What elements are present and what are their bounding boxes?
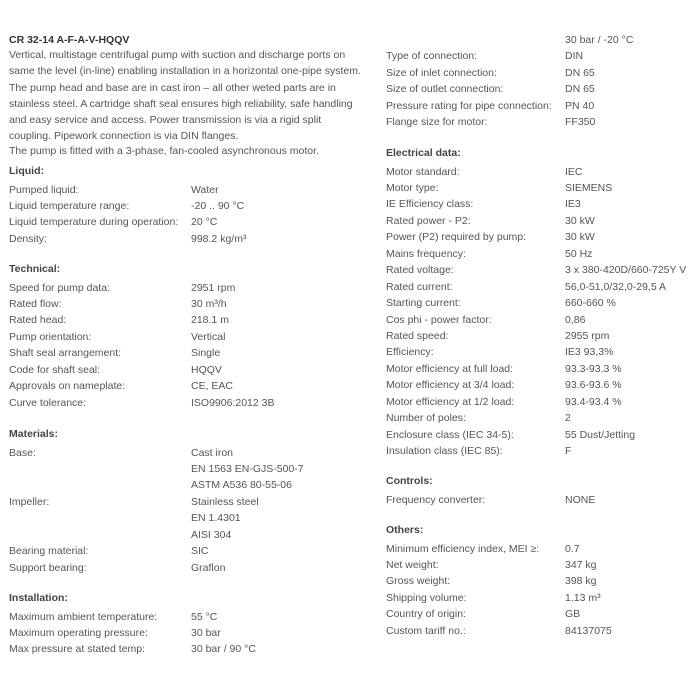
spec-label: Motor efficiency at 1/2 load: xyxy=(386,395,515,408)
spec-value: FF350 xyxy=(565,116,596,129)
spec-label: Shaft seal arrangement: xyxy=(9,347,122,360)
spec-label: Net weight: xyxy=(386,558,439,571)
spec-value: 2 xyxy=(565,412,571,425)
spec-label: Flange size for motor: xyxy=(386,116,488,129)
spec-value: Single xyxy=(191,347,221,360)
spec-label: Number of poles: xyxy=(386,412,466,425)
spec-label: Liquid temperature range: xyxy=(9,199,130,212)
spec-value: Graflon xyxy=(191,561,226,574)
spec-label: Speed for pump data: xyxy=(9,281,110,294)
spec-value: ISO9906:2012 3B xyxy=(191,396,275,409)
spec-label: Base: xyxy=(9,446,36,459)
spec-value: 20 °C xyxy=(191,216,218,229)
spec-label: Code for shaft seal: xyxy=(9,363,101,376)
spec-label: Rated voltage: xyxy=(386,264,454,277)
spec-label: Density: xyxy=(9,232,47,245)
description-line: coupling. Pipework connection is via DIN flanges. xyxy=(9,130,239,143)
spec-value: F xyxy=(565,445,572,458)
spec-label: Support bearing: xyxy=(9,561,87,574)
spec-label: Size of outlet connection: xyxy=(386,83,504,96)
spec-value: SIC xyxy=(191,545,209,558)
spec-value: NONE xyxy=(565,493,596,506)
section-title-technical: Technical: xyxy=(9,263,61,275)
spec-value: 2955 rpm xyxy=(565,330,610,342)
spec-label: Motor type: xyxy=(386,181,439,194)
description-line: Vertical, multistage centrifugal pump with suction and discharge ports on xyxy=(9,49,346,61)
spec-label: Mains frequency: xyxy=(386,247,466,260)
spec-label: Gross weight: xyxy=(386,575,451,588)
product-title: CR 32-14 A-F-A-V-HQQV xyxy=(9,34,130,46)
spec-value: DIN xyxy=(565,50,584,63)
spec-value: 347 kg xyxy=(565,558,597,571)
spec-value: PN 40 xyxy=(565,99,595,112)
spec-label: Starting current: xyxy=(386,297,461,310)
spec-label: Shipping volume: xyxy=(386,591,467,604)
spec-label: Power (P2) required by pump: xyxy=(386,231,527,244)
spec-label: Approvals on nameplate: xyxy=(9,380,126,393)
spec-label: Pumped liquid: xyxy=(9,183,79,196)
spec-value: 30 bar / -20 °C xyxy=(565,34,634,46)
section-title-liquid: Liquid: xyxy=(9,165,44,177)
spec-label: Motor efficiency at 3/4 load: xyxy=(386,379,515,392)
spec-label: Insulation class (IEC 85): xyxy=(386,445,503,458)
spec-value: 218.1 m xyxy=(191,314,229,327)
description-line: and easy service and access. Power transmission is via a rigid split xyxy=(9,114,322,127)
spec-value: 93.4-93.4 % xyxy=(565,395,622,408)
spec-value: 55 Dust/Jetting xyxy=(565,428,636,441)
spec-label: Maximum operating pressure: xyxy=(9,626,148,639)
spec-value: 3 x 380-420D/660-725Y V xyxy=(565,264,687,277)
spec-value: HQQV xyxy=(191,363,222,376)
section-title-others: Others: xyxy=(386,524,424,536)
spec-value: GB xyxy=(565,608,581,621)
spec-label: Cos phi - power factor: xyxy=(386,313,492,326)
spec-label: Motor efficiency at full load: xyxy=(386,362,514,375)
spec-label: Country of origin: xyxy=(386,608,466,621)
spec-value: 0,86 xyxy=(565,313,586,326)
spec-label: Custom tariff no.: xyxy=(386,624,466,637)
spec-label: Rated head: xyxy=(9,314,67,327)
spec-value: 1.13 m³ xyxy=(565,591,601,604)
spec-value: ASTM A536 80-55-06 xyxy=(191,479,292,492)
spec-value: Water xyxy=(191,183,219,196)
spec-value: 0.7 xyxy=(565,542,580,555)
spec-value: 398 kg xyxy=(565,575,597,588)
spec-value: 55 °C xyxy=(191,610,218,623)
spec-label: Rated power - P2: xyxy=(386,214,471,227)
spec-value: 30 kW xyxy=(565,231,595,244)
spec-label: Frequency converter: xyxy=(386,493,486,506)
spec-label: Minimum efficiency index, MEI ≥: xyxy=(386,542,540,555)
spec-value: EN 1.4301 xyxy=(191,512,241,525)
spec-label: Liquid temperature during operation: xyxy=(9,216,179,229)
spec-value: 50 Hz xyxy=(565,247,593,260)
spec-value: IE3 xyxy=(565,198,581,211)
section-title-materials: Materials: xyxy=(9,428,59,440)
section-title-controls: Controls: xyxy=(386,475,433,487)
spec-value: AISI 304 xyxy=(191,528,232,541)
spec-label: Pump orientation: xyxy=(9,330,92,343)
description-line: stainless steel. A cartridge shaft seal ensures high reliability, safe handling xyxy=(9,97,353,110)
spec-value: 56,0-51,0/32,0-29,5 A xyxy=(565,280,666,293)
spec-value: SIEMENS xyxy=(565,181,613,194)
spec-value: IEC xyxy=(565,165,583,178)
spec-value: 93.6-93.6 % xyxy=(565,379,622,392)
spec-value: Cast iron xyxy=(191,446,234,459)
spec-label: Bearing material: xyxy=(9,545,89,558)
spec-value: Vertical xyxy=(191,330,226,343)
spec-value: DN 65 xyxy=(565,66,595,79)
spec-value: 660-660 % xyxy=(565,297,616,310)
spec-label: Rated speed: xyxy=(386,330,449,342)
product-description xyxy=(9,47,371,145)
spec-value: 2951 rpm xyxy=(191,281,236,294)
spec-value: Stainless steel xyxy=(191,495,259,508)
spec-label: Maximum ambient temperature: xyxy=(9,610,158,623)
description-line: same the level (in-line) enabling installation in a horizontal one-pipe system. xyxy=(9,65,361,78)
spec-label: Size of inlet connection: xyxy=(386,66,497,79)
spec-value: DN 65 xyxy=(565,83,595,96)
spec-value: 30 bar xyxy=(191,626,221,639)
spec-label: Rated current: xyxy=(386,280,453,293)
spec-label: Type of connection: xyxy=(386,50,478,63)
spec-label: Curve tolerance: xyxy=(9,396,87,409)
spec-label: Rated flow: xyxy=(9,297,62,310)
section-title-electrical-data: Electrical data: xyxy=(386,147,461,159)
spec-label: Impeller: xyxy=(9,495,50,508)
spec-label: Enclosure class (IEC 34-5): xyxy=(386,428,514,441)
spec-label: IE Efficiency class: xyxy=(386,198,474,211)
spec-value: 93.3-93.3 % xyxy=(565,362,622,375)
spec-value: 998.2 kg/m³ xyxy=(191,232,247,245)
spec-label: Efficiency: xyxy=(386,346,434,359)
spec-value: CE, EAC xyxy=(191,380,234,393)
spec-value: 30 m³/h xyxy=(191,297,227,310)
description-line: The pump head and base are in cast iron – all other weted parts are in xyxy=(9,81,336,94)
spec-value: 30 kW xyxy=(565,214,595,227)
motor-note: The pump is fitted with a 3-phase, fan-cooled asynchronous motor. xyxy=(9,145,319,157)
section-title-installation: Installation: xyxy=(9,592,68,604)
spec-label: Pressure rating for pipe connection: xyxy=(386,99,552,112)
spec-value: IE3 93,3% xyxy=(565,346,614,359)
spec-label: Motor standard: xyxy=(386,165,460,178)
spec-label: Max pressure at stated temp: xyxy=(9,643,145,656)
spec-value: -20 .. 90 °C xyxy=(191,199,245,212)
spec-value: 84137075 xyxy=(565,624,612,637)
spec-value: EN 1563 EN-GJS-500-7 xyxy=(191,462,304,475)
spec-value: 30 bar / 90 °C xyxy=(191,643,256,656)
